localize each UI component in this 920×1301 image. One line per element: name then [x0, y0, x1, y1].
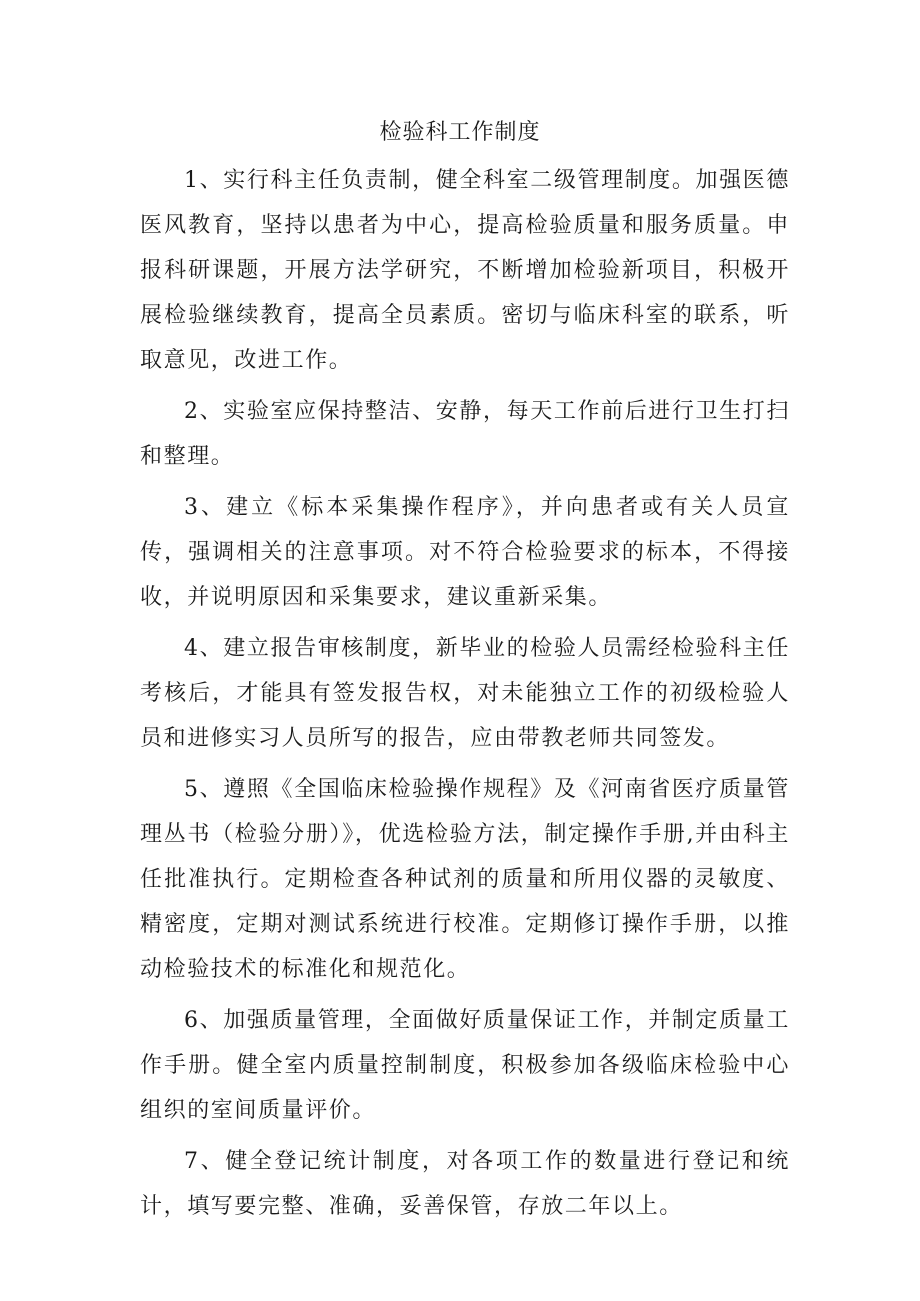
rule-paragraph-1: 1、实行科主任负责制，健全科室二级管理制度。加强医德医风教育，坚持以患者为中心，提高检验质量和服务质量。申报科研课题，开展方法学研究，不断增加检验新项目，积极开展检验继续教育，提高全员素质。密切与临床科室的联系，听取意见，改进工作。 — [140, 168, 790, 373]
rule-paragraph-5: 5、遵照《全国临床检验操作规程》及《河南省医疗质量管理丛书（检验分册）》，优选检验方法，制定操作手册,并由科主任批准执行。定期检查各种试剂的质量和所用仪器的灵敏度、精密度，定期对测试系统进行校准。定期修订操作手册，以推动检验技术的标准化和规范化。 — [140, 777, 790, 982]
document-title: 检验科工作制度 — [379, 120, 541, 145]
document-body — [140, 158, 790, 1235]
rule-paragraph-6: 6、加强质量管理，全面做好质量保证工作，并制定质量工作手册。健全室内质量控制制度，积极参加各级临床检验中心组织的室间质量评价。 — [140, 1008, 790, 1123]
rule-paragraph-4: 4、建立报告审核制度，新毕业的检验人员需经检验科主任考核后，才能具有签发报告权，对未能独立工作的初级检验人员和进修实习人员所写的报告，应由带教老师共同签发。 — [140, 636, 790, 751]
rule-paragraph-7: 7、健全登记统计制度，对各项工作的数量进行登记和统计，填写要完整、准确，妥善保管，存放二年以上。 — [140, 1149, 790, 1219]
rule-paragraph-2: 2、实验室应保持整洁、安静，每天工作前后进行卫生打扫和整理。 — [140, 399, 790, 469]
rule-paragraph-3: 3、建立《标本采集操作程序》，并向患者或有关人员宣传，强调相关的注意事项。对不符合检验要求的标本，不得接收，并说明原因和采集要求，建议重新采集。 — [140, 495, 790, 610]
